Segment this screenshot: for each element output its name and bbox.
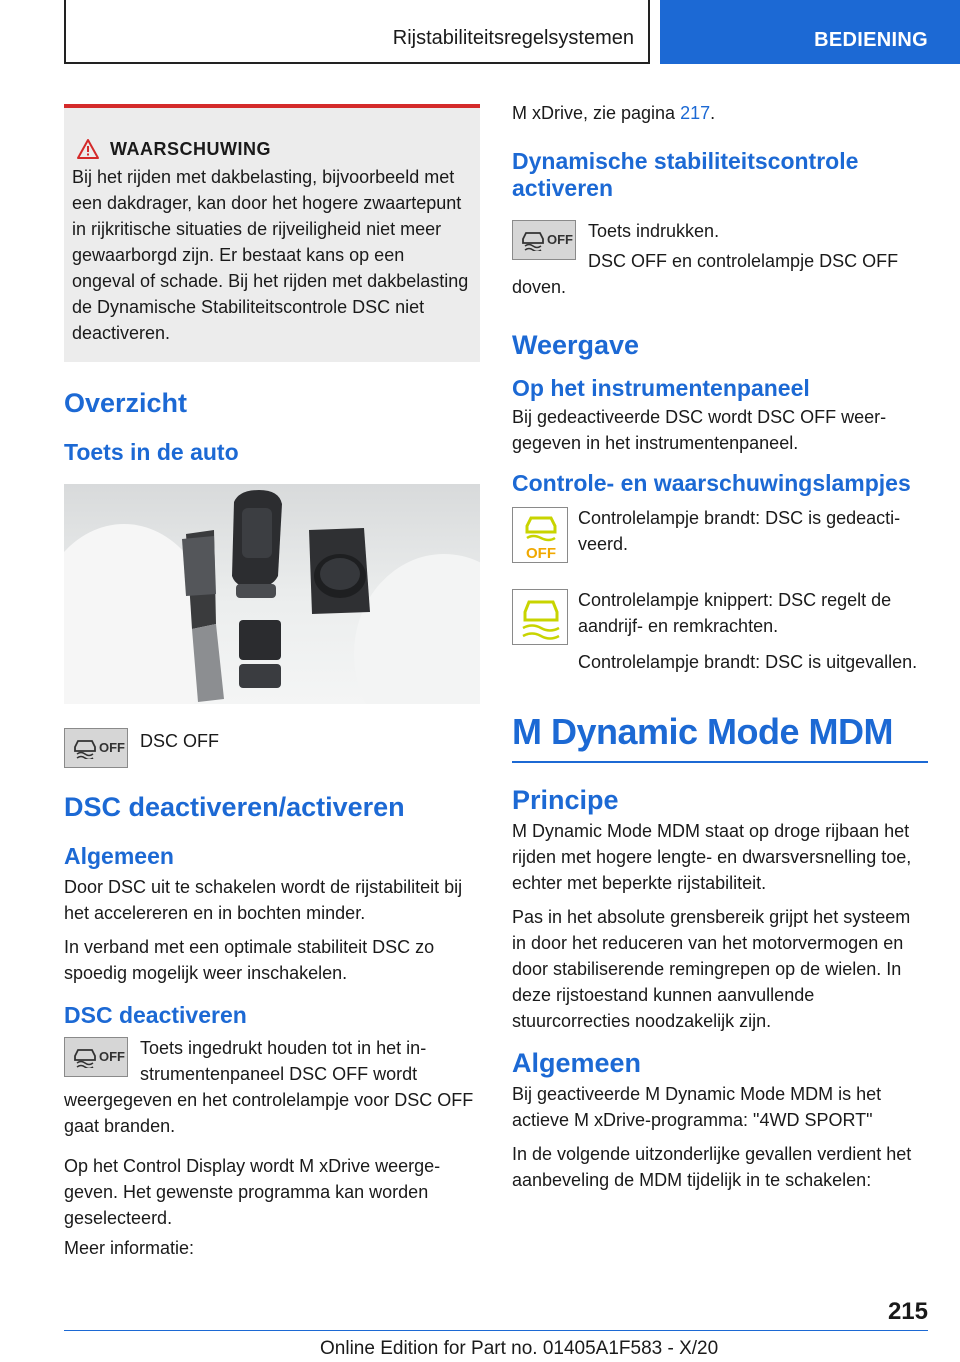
warning-heading [72, 138, 472, 160]
general-heading-right: Algemeen [512, 1048, 642, 1078]
principle-paragraph-2: Pas in het absolute grensbereik grijpt het systeem in door het reduceren van het motorvermogen en door stabiliserende remingrepen op de wielen. In deze rijstoestand kunnen aanvullende stuurcorrecties noodzakelijk zijn. [512, 907, 911, 1031]
skidding-car-icon [71, 737, 99, 759]
instrument-panel-heading: Op het instrumentenpaneel [512, 375, 810, 401]
xdrive-reference: M xDrive, zie pagina 217. [512, 103, 716, 123]
principle-paragraph-1: M Dynamic Mode MDM staat op droge rijbaan het rijden met hogere lengte- en dwarsversnelling toe, echter met beperkte rijstabiliteit. [512, 821, 912, 893]
dsc-active-indicator-lamp [512, 589, 568, 645]
page-link-217[interactable]: 217 [680, 103, 711, 123]
lamp-off-text: OFF [526, 545, 556, 562]
warning-box [64, 104, 480, 362]
off-label: OFF [99, 1049, 125, 1064]
dsc-deactivate-activate-heading: DSC deactiveren/activeren [64, 792, 405, 822]
more-info-label: Meer informatie: [64, 1238, 195, 1258]
dsc-off-button-icon [64, 728, 128, 768]
dsc-deactivate-paragraph-2: Op het Control Display wordt M xDrive weergegeven. Het gewenste programma kan worden geselecteerd. [64, 1156, 441, 1228]
mdm-heading: M Dynamic Mode MDM [512, 711, 894, 752]
warning-title: WAARSCHUWING [110, 138, 271, 159]
activate-step-1: Toets indrukken. [588, 221, 720, 241]
footer-rule [64, 1330, 928, 1331]
dsc-off-button-icon-3 [512, 220, 576, 260]
left-column [64, 96, 480, 1261]
right-column [512, 96, 928, 1193]
off-label: OFF [547, 232, 573, 247]
header-chapter-label: BEDIENING [814, 29, 928, 51]
dsc-deactivate-heading: DSC deactiveren [64, 1002, 247, 1028]
lamp-2-description-1: Controlelampje knippert: DSC regelt de aandrijf- en remkrachten. [578, 590, 892, 636]
button-in-car-heading: Toets in de auto [64, 439, 239, 465]
dsc-off-caption-row [64, 726, 480, 768]
header-frame [64, 0, 650, 64]
activate-dsc-heading: Dynamische stabiliteitscontrole activeren [512, 148, 859, 201]
general-right-paragraph-2: In de volgende uitzonderlijke gevallen verdient het aanbeveling de MDM tijdelijk in te schakelen: [512, 1144, 912, 1190]
display-heading: Weergave [512, 330, 640, 360]
header-section-title: Rijstabiliteitsregelsystemen [392, 27, 634, 49]
general-right-paragraph-1: Bij geactiveerde M Dynamic Mode MDM is het actieve M xDrive-programma: "4WD SPORT" [512, 1084, 882, 1130]
overview-heading: Overzicht [64, 388, 188, 418]
center-console-illustration [64, 484, 480, 704]
dsc-deactivate-block [64, 1035, 480, 1139]
warning-triangle-icon [76, 138, 100, 160]
warning-text: Bij het rijden met dakbelasting, bijvoorbeeld met een dakdrager, kan door het hogere zwaartepunt in rijkritische situaties de rijveiligheid niet meer gewaarborgd zijn. Er bestaat kans op een ongeval of schade. Bij het rijden met dakbelasting de Dynamische Stabiliteitscontrole DSC niet deactiveren. [72, 167, 469, 343]
mdm-heading-rule [512, 711, 928, 763]
dsc-off-caption: DSC OFF [140, 731, 219, 751]
lamp-row-1 [512, 505, 928, 569]
principle-heading: Principe [512, 785, 619, 815]
general-heading-left: Algemeen [64, 843, 174, 869]
warning-lamps-heading: Controle- en waarschuwingslampjes [512, 470, 911, 496]
page-number: 215 [887, 1298, 928, 1325]
activate-dsc-block [512, 218, 928, 300]
lamp-2-description-2: Controlelampje brandt: DSC is uitgevallen. [578, 652, 918, 672]
instrument-panel-paragraph: Bij gedeactiveerde DSC wordt DSC OFF weergegeven in het instrumentenpaneel. [512, 407, 887, 453]
activate-step-2: DSC OFF en controlelampje DSC OFF doven. [512, 251, 899, 297]
footer-edition: Online Edition for Part no. 01405A1F583 - X/20 [320, 1338, 719, 1359]
skidding-car-icon [519, 229, 547, 251]
header-chapter-tab[interactable] [660, 0, 960, 64]
off-label: OFF [99, 740, 125, 755]
general-paragraph-1: Door DSC uit te schakelen wordt de rijstabiliteit bij het accelereren en in bochten minder. [64, 877, 463, 923]
center-console-photo [64, 484, 480, 704]
general-paragraph-2: In verband met een optimale stabiliteit DSC zo spoedig mogelijk weer inschakelen. [64, 937, 435, 983]
dsc-off-lamp-icon [513, 508, 569, 564]
dsc-off-button-icon-2 [64, 1037, 128, 1077]
dsc-off-indicator-lamp [512, 507, 568, 563]
lamp-row-2 [512, 587, 928, 643]
dsc-lamp-icon [513, 590, 569, 646]
lamp-1-description: Controlelampje brandt: DSC is gedeactiveerd. [578, 508, 901, 554]
dsc-deactivate-paragraph-1: Toets ingedrukt houden tot in het instrumentenpaneel DSC OFF wordt weergegeven en het controlelampje voor DSC OFF gaat branden. [64, 1038, 474, 1136]
skidding-car-icon [71, 1046, 99, 1068]
